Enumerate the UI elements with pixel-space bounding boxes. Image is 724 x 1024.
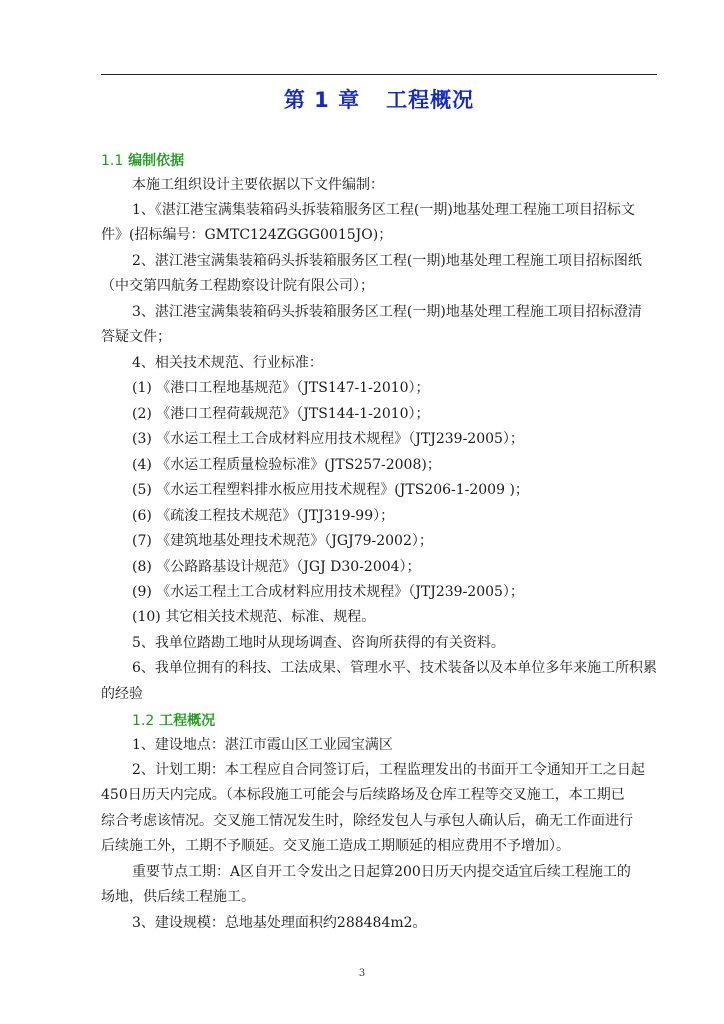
paragraph-line: 后续施工外，工期不予顺延。交叉施工造成工期顺延的相应费用不予增加）。 (101, 838, 570, 854)
list-item: (6) 《疏浚工程技术规范》（JTJ319-99）； (132, 508, 395, 524)
header-rule (101, 74, 657, 75)
paragraph-line: 1、建设地点：湛江市霞山区工业园宝满区 (132, 737, 393, 753)
section-heading-1-1 (101, 150, 184, 170)
paragraph-line: 2、湛江港宝满集装箱码头拆装箱服务区工程(一期)地基处理工程施工项目招标图纸 (132, 253, 642, 269)
list-item: (2) 《港口工程荷载规范》（JTS144-1-2010）； (132, 406, 430, 422)
list-item: (4) 《水运工程质量检验标准》(JTS257-2008)； (132, 457, 441, 473)
paragraph-line: 2、计划工期：本工程应自合同签订后，工程监理发出的书面开工令通知开工之日起 (132, 762, 645, 778)
paragraph-line: 件》(招标编号：GMTC124ZGGG0015JO)； (101, 227, 393, 243)
paragraph-line: 的经验 (101, 686, 143, 702)
chapter-title (101, 84, 657, 114)
chapter-number: 第 1 章 (283, 88, 361, 112)
paragraph-line: 1、《湛江港宝满集装箱码头拆装箱服务区工程(一期)地基处理工程施工项目招标文 (132, 202, 635, 218)
paragraph-line: 6、我单位拥有的科技、工法成果、管理水平、技术装备以及本单位多年来施工所积累 (132, 660, 657, 676)
paragraph-line: 3、湛江港宝满集装箱码头拆装箱服务区工程(一期)地基处理工程施工项目招标澄清 (132, 304, 642, 320)
paragraph-line: 答疑文件； (101, 329, 171, 345)
section-number: 1.1 (101, 153, 124, 169)
paragraph-line: 重要节点工期：A区自开工令发出之日起算200日历天内提交适宜后续工程施工的 (132, 864, 631, 880)
page-number: 3 (358, 968, 366, 979)
list-item: (9) 《水运工程土工合成材料应用技术规程》（JTJ239-2005）； (132, 584, 524, 600)
list-item: (5) 《水运工程塑料排水板应用技术规程》(JTS206-1-2009 )； (132, 482, 529, 498)
paragraph-line: 本施工组织设计主要依据以下文件编制： (132, 177, 384, 193)
section-title: 编制依据 (128, 153, 185, 169)
paragraph-line: 4、相关技术规范、行业标准： (132, 355, 323, 371)
section-heading-1-2 (132, 710, 215, 730)
paragraph-line: 450日历天内完成。（本标段施工可能会与后续路场及仓库工程等交叉施工，本工期已 (101, 787, 625, 803)
section-title: 工程概况 (159, 713, 216, 729)
list-item: (10) 其它相关技术规范、标准、规程。 (132, 609, 376, 625)
list-item: (1) 《港口工程地基规范》（JTS147-1-2010）； (132, 380, 430, 396)
paragraph-line: 场地，供后续工程施工。 (101, 889, 255, 905)
chapter-heading: 工程概况 (386, 88, 475, 112)
paragraph-line: 综合考虑该情况。交叉施工情况发生时，除经发包人与承包人确认后，确无工作面进行 (101, 813, 633, 829)
list-item: (7) 《建筑地基处理技术规范》（JGJ79-2002）； (132, 533, 433, 549)
list-item: (3) 《水运工程土工合成材料应用技术规程》（JTJ239-2005）； (132, 431, 524, 447)
paragraph-line: 3、建设规模：总地基处理面积约288484m2。 (132, 915, 427, 931)
list-item: (8) 《公路路基设计规范》（JGJ D30-2004）； (132, 559, 421, 575)
paragraph-line: （中交第四航务工程勘察设计院有限公司）； (101, 278, 374, 294)
paragraph-line: 5、我单位踏勘工地时从现场调查、咨询所获得的有关资料。 (132, 635, 505, 651)
section-number: 1.2 (132, 713, 155, 729)
